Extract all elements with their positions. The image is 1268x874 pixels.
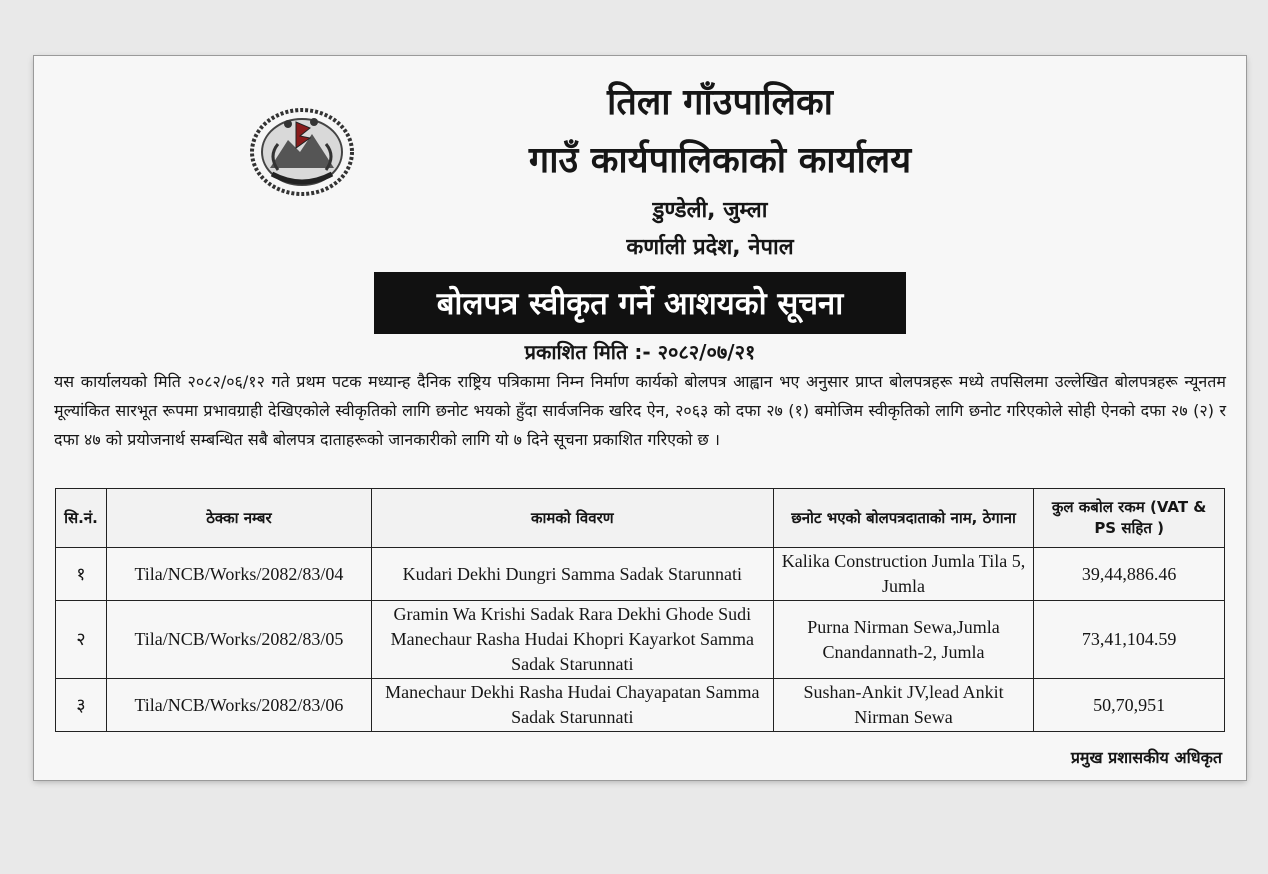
cell-contract: Tila/NCB/Works/2082/83/06 [106, 679, 371, 732]
col-header-bidder: छनोट भएको बोलपत्रदाताको नाम, ठेगाना [773, 489, 1033, 548]
table-row [56, 601, 1225, 679]
cell-amount: 39,44,886.46 [1034, 548, 1225, 601]
col-header-description: कामको विवरण [371, 489, 773, 548]
cell-bidder: Sushan-Ankit JV,lead Ankit Nirman Sewa [773, 679, 1033, 732]
table-header-row [56, 489, 1225, 548]
signature-title: प्रमुख प्रशासकीय अधिकृत [1070, 748, 1222, 767]
cell-description: Kudari Dekhi Dungri Samma Sadak Starunnati [371, 548, 773, 601]
notice-title-banner: बोलपत्र स्वीकृत गर्ने आशयको सूचना [374, 272, 906, 334]
notice-paper [34, 56, 1246, 780]
cell-sn: ३ [56, 679, 107, 732]
office-name: गाउँ कार्यपालिकाको कार्यालय [528, 140, 912, 181]
cell-description: Manechaur Dekhi Rasha Hudai Chayapatan Samma Sadak Starunnati [371, 679, 773, 732]
cell-sn: २ [56, 601, 107, 679]
cell-amount: 73,41,104.59 [1034, 601, 1225, 679]
province-country: कर्णाली प्रदेश, नेपाल [626, 235, 794, 260]
published-date: प्रकाशित मिति :- २०८२/०७/२१ [524, 340, 756, 364]
notice-paragraph: यस कार्यालयको मिति २०८२/०६/१२ गते प्रथम पटक मध्यान्ह दैनिक राष्ट्रिय पत्रिकामा निम्न निर्माण कार्यको बोलपत्र आह्वान भए अनुसार प्राप्त बोलपत्रहरू मध्ये तपसिलमा उल्लेखित बोलपत्रहरू न्यूनतम मूल्यांकित सारभूत रूपमा प्रभावग्राही देखिएकोले स्वीकृतिको लागि छनोट भयको हुँदा सार्वजनिक खरिद ऐन, २०६३ को दफा २७ (१) बमोजिम स्वीकृतिको लागि छनोट गरिएकोले सोही ऐनको दफा २७ (२) र दफा ४७ को प्रयोजनार्थ सम्बन्धित सबै बोलपत्र दाताहरूको जानकारीको लागि यो ७ दिने सूचना प्रकाशित गरिएको छ । [54, 372, 1226, 449]
municipality-name: तिला गाँउपालिका [607, 82, 833, 123]
office-address: डुण्डेली, जुम्ला [652, 198, 768, 223]
table-row [56, 679, 1225, 732]
bid-table [55, 488, 1225, 732]
cell-sn: १ [56, 548, 107, 601]
cell-contract: Tila/NCB/Works/2082/83/04 [106, 548, 371, 601]
cell-amount: 50,70,951 [1034, 679, 1225, 732]
col-header-amount: कुल कबोल रकम (VAT & PS सहित ) [1034, 489, 1225, 548]
cell-description: Gramin Wa Krishi Sadak Rara Dekhi Ghode Sudi Manechaur Rasha Hudai Khopri Kayarkot Samma Sadak Starunnati [371, 601, 773, 679]
cell-contract: Tila/NCB/Works/2082/83/05 [106, 601, 371, 679]
col-header-sn: सि.नं. [56, 489, 107, 548]
col-header-contract: ठेक्का नम्बर [106, 489, 371, 548]
table-row [56, 548, 1225, 601]
cell-bidder: Kalika Construction Jumla Tila 5, Jumla [773, 548, 1033, 601]
cell-bidder: Purna Nirman Sewa,Jumla Cnandannath-2, Jumla [773, 601, 1033, 679]
